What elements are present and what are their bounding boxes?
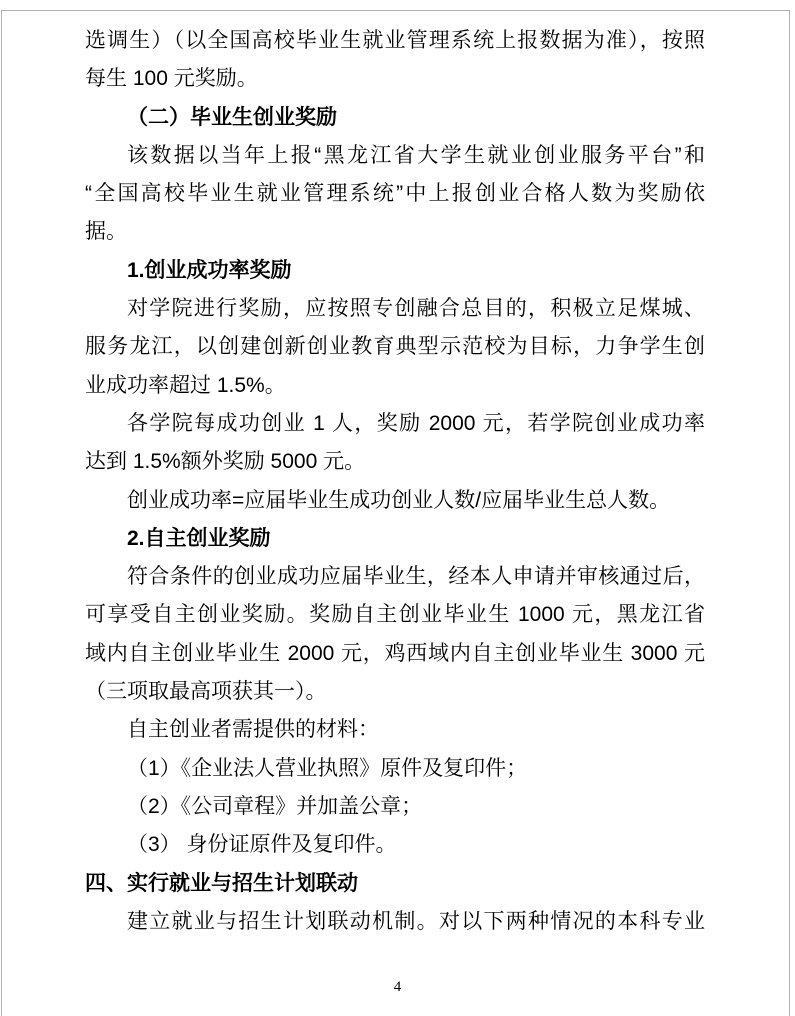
section-heading: 四、实行就业与招生计划联动 [85, 871, 358, 895]
body-line: 服务龙江，以创建创新创业教育典型示范校为目标，力争学生创 [85, 335, 705, 359]
body-line: 创业成功率=应届毕业生成功创业人数/应届毕业生总人数。 [127, 488, 671, 512]
list-item: （1）《企业法人营业执照》原件及复印件； [127, 756, 528, 780]
body-line: 自主创业者需提供的材料： [127, 718, 379, 742]
page-number: 4 [393, 979, 402, 995]
body-line: 建立就业与招生计划联动机制。对以下两种情况的本科专业 [127, 909, 705, 933]
body-line: 域内自主创业毕业生 2000 元，鸡西域内自主创业毕业生 3000 元 [85, 641, 705, 665]
list-item: （2）《公司章程》并加盖公章； [127, 794, 423, 818]
body-line: 据。 [85, 220, 127, 244]
body-line: 该数据以当年上报“黑龙江省大学生就业创业服务平台”和 [127, 143, 705, 167]
list-item: （3） 身份证原件及复印件。 [127, 833, 397, 857]
subsection-heading: （二）毕业生创业奖励 [127, 105, 337, 129]
body-line: 可享受自主创业奖励。奖励自主创业毕业生 1000 元，黑龙江省 [85, 603, 705, 627]
body-line: 业成功率超过 1.5%。 [85, 373, 286, 397]
body-line: 符合条件的创业成功应届毕业生，经本人申请并审核通过后， [127, 565, 705, 589]
body-line: 选调生）（以全国高校毕业生就业管理系统上报数据为准），按照 [85, 29, 705, 52]
body-line: 对学院进行奖励，应按照专创融合总目的，积极立足煤城、 [127, 297, 705, 321]
body-line: 达到 1.5%额外奖励 5000 元。 [85, 450, 366, 474]
document-content [85, 22, 705, 941]
body-line: （三项取最高项获其一）。 [85, 680, 327, 704]
numbered-heading-1: 1.创业成功率奖励 [127, 258, 292, 282]
body-line: “全国高校毕业生就业管理系统”中上报创业合格人数为奖励依 [85, 182, 705, 206]
body-line: 每生 100 元奖励。 [85, 67, 258, 91]
body-line: 各学院每成功创业 1 人，奖励 2000 元，若学院创业成功率 [127, 411, 705, 435]
numbered-heading-2: 2.自主创业奖励 [127, 526, 271, 550]
